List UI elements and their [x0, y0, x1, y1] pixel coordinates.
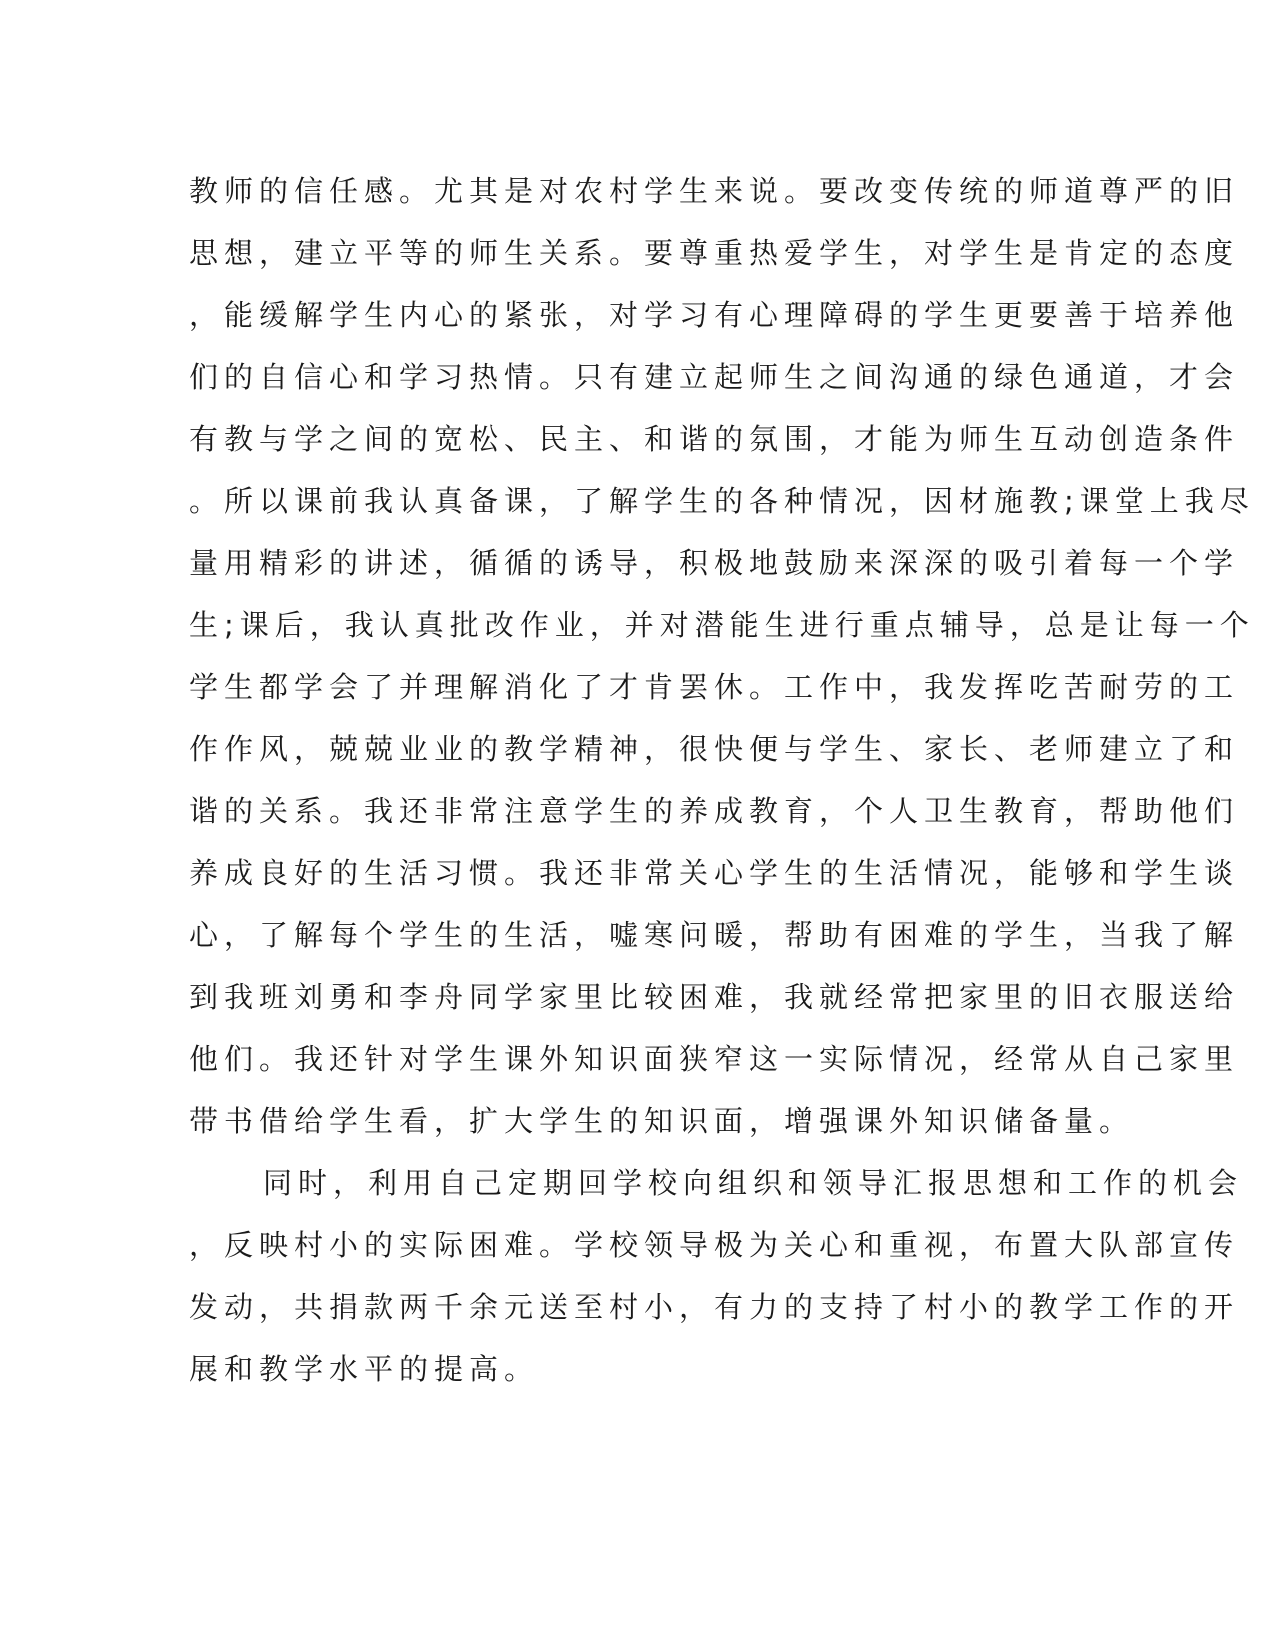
- paragraph-start-line: 同时，利用自己定期回学校向组织和领导汇报思想和工作的机会: [263, 1166, 1244, 1200]
- body-text: [189, 160, 1255, 1400]
- text-line: 到我班刘勇和李舟同学家里比较困难，我就经常把家里的旧衣服送给: [189, 980, 1240, 1014]
- text-line: 教师的信任感。尤其是对农村学生来说。要改变传统的师道尊严的旧: [189, 174, 1240, 208]
- text-line: 展和教学水平的提高。: [189, 1352, 540, 1386]
- text-line: 学生都学会了并理解消化了才肯罢休。工作中，我发挥吃苦耐劳的工: [189, 670, 1240, 704]
- text-line: ，反映村小的实际困难。学校领导极为关心和重视，布置大队部宣传: [189, 1228, 1240, 1262]
- text-line: 。所以课前我认真备课，了解学生的各种情况，因材施教;课堂上我尽: [189, 484, 1255, 518]
- text-line: 他们。我还针对学生课外知识面狭窄这一实际情况，经常从自己家里: [189, 1042, 1240, 1076]
- text-line: ，能缓解学生内心的紧张，对学习有心理障碍的学生更要善于培养他: [189, 298, 1240, 332]
- text-line: 养成良好的生活习惯。我还非常关心学生的生活情况，能够和学生谈: [189, 856, 1240, 890]
- text-line: 谐的关系。我还非常注意学生的养成教育，个人卫生教育，帮助他们: [189, 794, 1240, 828]
- text-line: 作作风，兢兢业业的教学精神，很快便与学生、家长、老师建立了和: [189, 732, 1240, 766]
- text-line: 有教与学之间的宽松、民主、和谐的氛围，才能为师生互动创造条件: [189, 422, 1240, 456]
- text-line: 心，了解每个学生的生活，嘘寒问暖，帮助有困难的学生，当我了解: [189, 918, 1240, 952]
- text-line: 生;课后，我认真批改作业，并对潜能生进行重点辅导，总是让每一个: [189, 608, 1255, 642]
- text-line: 发动，共捐款两千余元送至村小，有力的支持了村小的教学工作的开: [189, 1290, 1240, 1324]
- text-line: 思想，建立平等的师生关系。要尊重热爱学生，对学生是肯定的态度: [189, 236, 1240, 270]
- text-line: 们的自信心和学习热情。只有建立起师生之间沟通的绿色通道，才会: [189, 360, 1240, 394]
- text-line: 量用精彩的讲述，循循的诱导，积极地鼓励来深深的吸引着每一个学: [189, 546, 1240, 580]
- text-line: 带书借给学生看，扩大学生的知识面，增强课外知识储备量。: [189, 1104, 1135, 1138]
